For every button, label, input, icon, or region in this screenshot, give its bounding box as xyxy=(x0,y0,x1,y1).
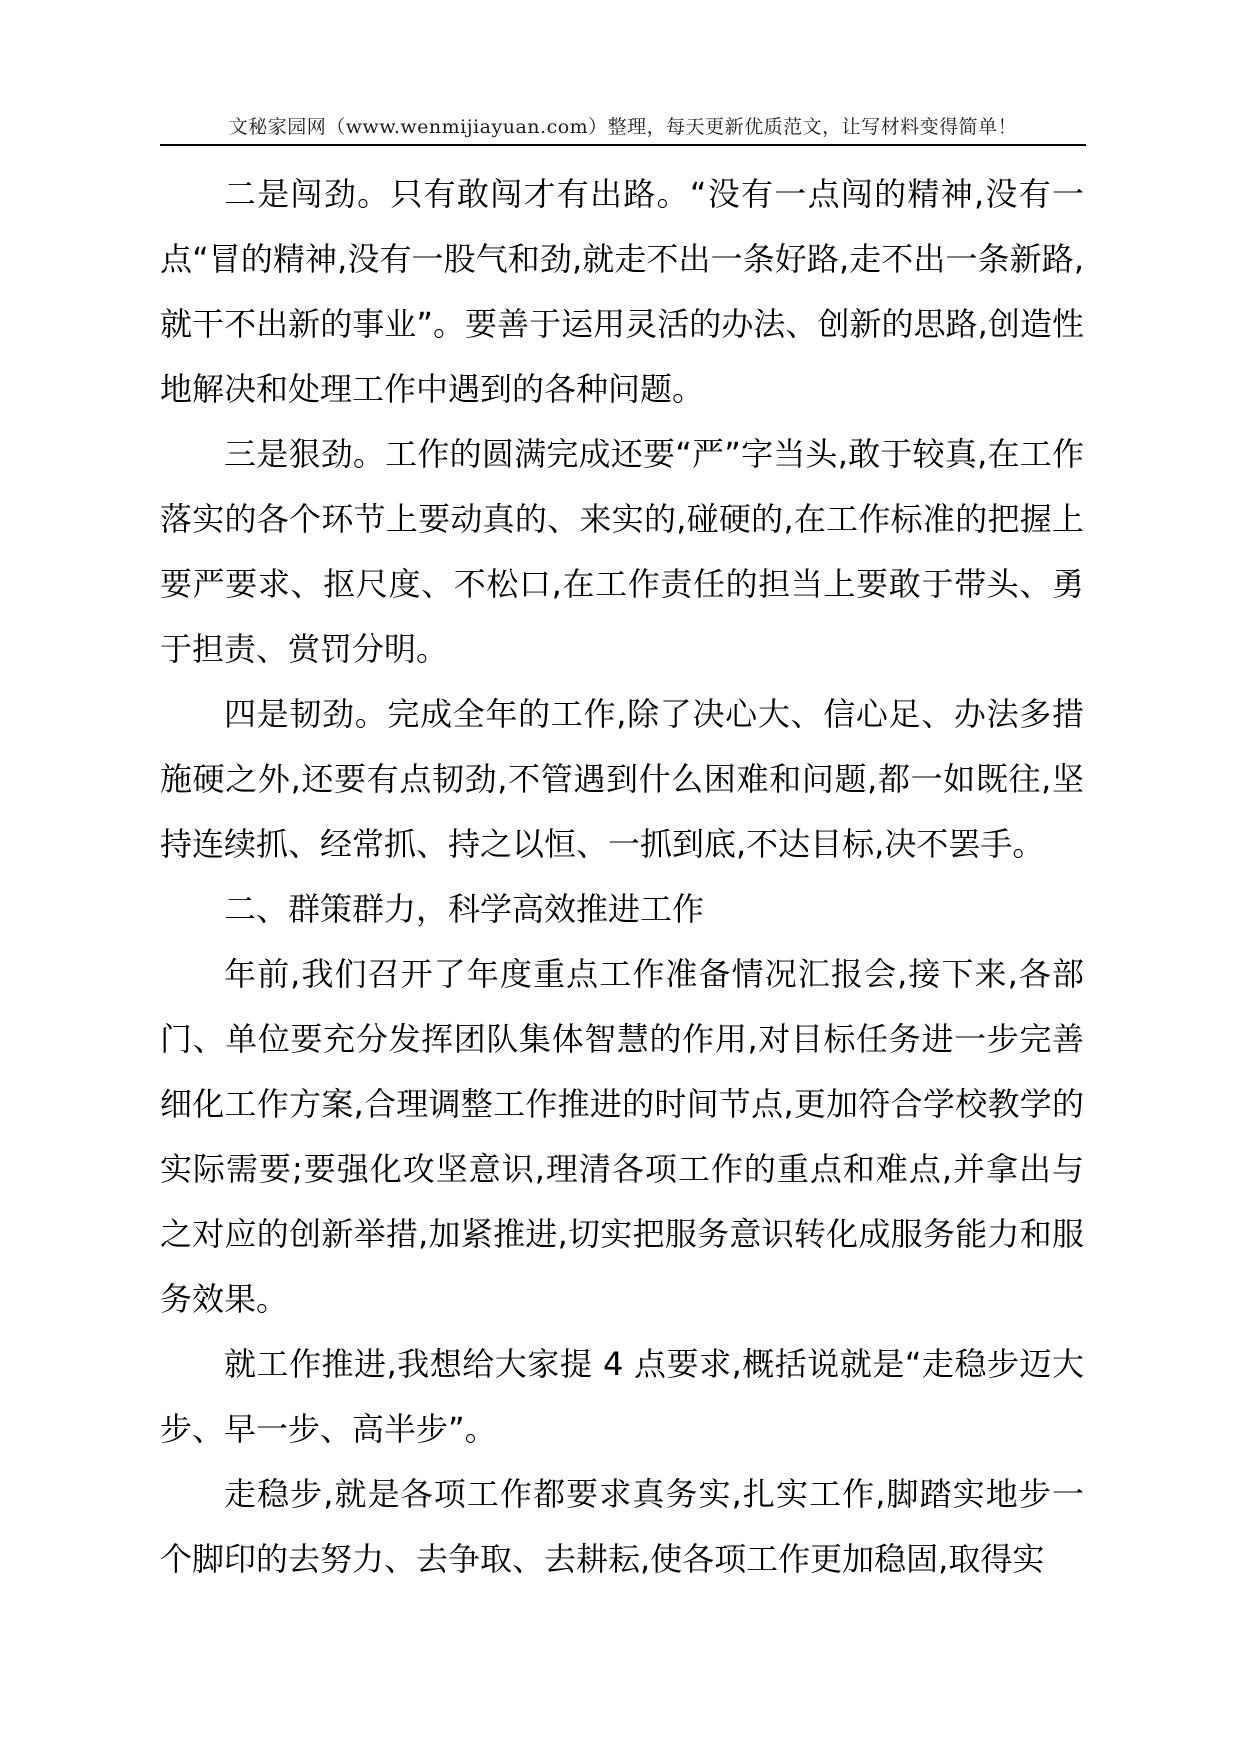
paragraph-zou-wen-bu: 走稳步,就是各项工作都要求真务实,扎实工作,脚踏实地步一个脚印的去努力、去争取、去耕耘,使各项工作更加稳固,取得实 xyxy=(160,1475,1084,1578)
paragraph-ren-jin: 四是韧劲。完成全年的工作,除了决心大、信心足、办法多措施硬之外,还要有点韧劲,不管遇到什么困难和问题,都一如既往,坚持连续抓、经常抓、持之以恒、一抓到底,不达目标,决不罢手。 xyxy=(160,695,1084,863)
document-body xyxy=(160,162,1084,1592)
section-heading: 二、群策群力，科学高效推进工作 xyxy=(224,890,705,928)
paragraph-hen-jin: 三是狠劲。工作的圆满完成还要“严”字当头,敢于较真,在工作落实的各个环节上要动真的、来实的,碰硬的,在工作标准的把握上要严要求、抠尺度、不松口,在工作责任的担当上要敢于带头、勇于担责、赏罚分明。 xyxy=(160,435,1084,668)
paragraph-four-requirements: 就工作推进,我想给大家提 4 点要求,概括说就是“走稳步迈大步、早一步、高半步”。 xyxy=(160,1345,1084,1448)
header-divider xyxy=(160,144,1086,146)
page-header: 文秘家园网（www.wenmijiayuan.com）整理，每天更新优质范文，让写材料变得简单！ xyxy=(228,116,1018,138)
paragraph-chuang-jin: 二是闯劲。只有敢闯才有出路。“没有一点闯的精神,没有一点“冒的精神,没有一股气和劲,就走不出一条好路,走不出一条新路,就干不出新的事业”。要善于运用灵活的办法、创新的思路,创造性地解决和处理工作中遇到的各种问题。 xyxy=(160,175,1084,408)
paragraph-nian-qian: 年前,我们召开了年度重点工作准备情况汇报会,接下来,各部门、单位要充分发挥团队集体智慧的作用,对目标任务进一步完善细化工作方案,合理调整工作推进的时间节点,更加符合学校教学的实际需要;要强化攻坚意识,理清各项工作的重点和难点,并拿出与之对应的创新举措,加紧推进,切实把服务意识转化成服务能力和服务效果。 xyxy=(160,955,1084,1318)
